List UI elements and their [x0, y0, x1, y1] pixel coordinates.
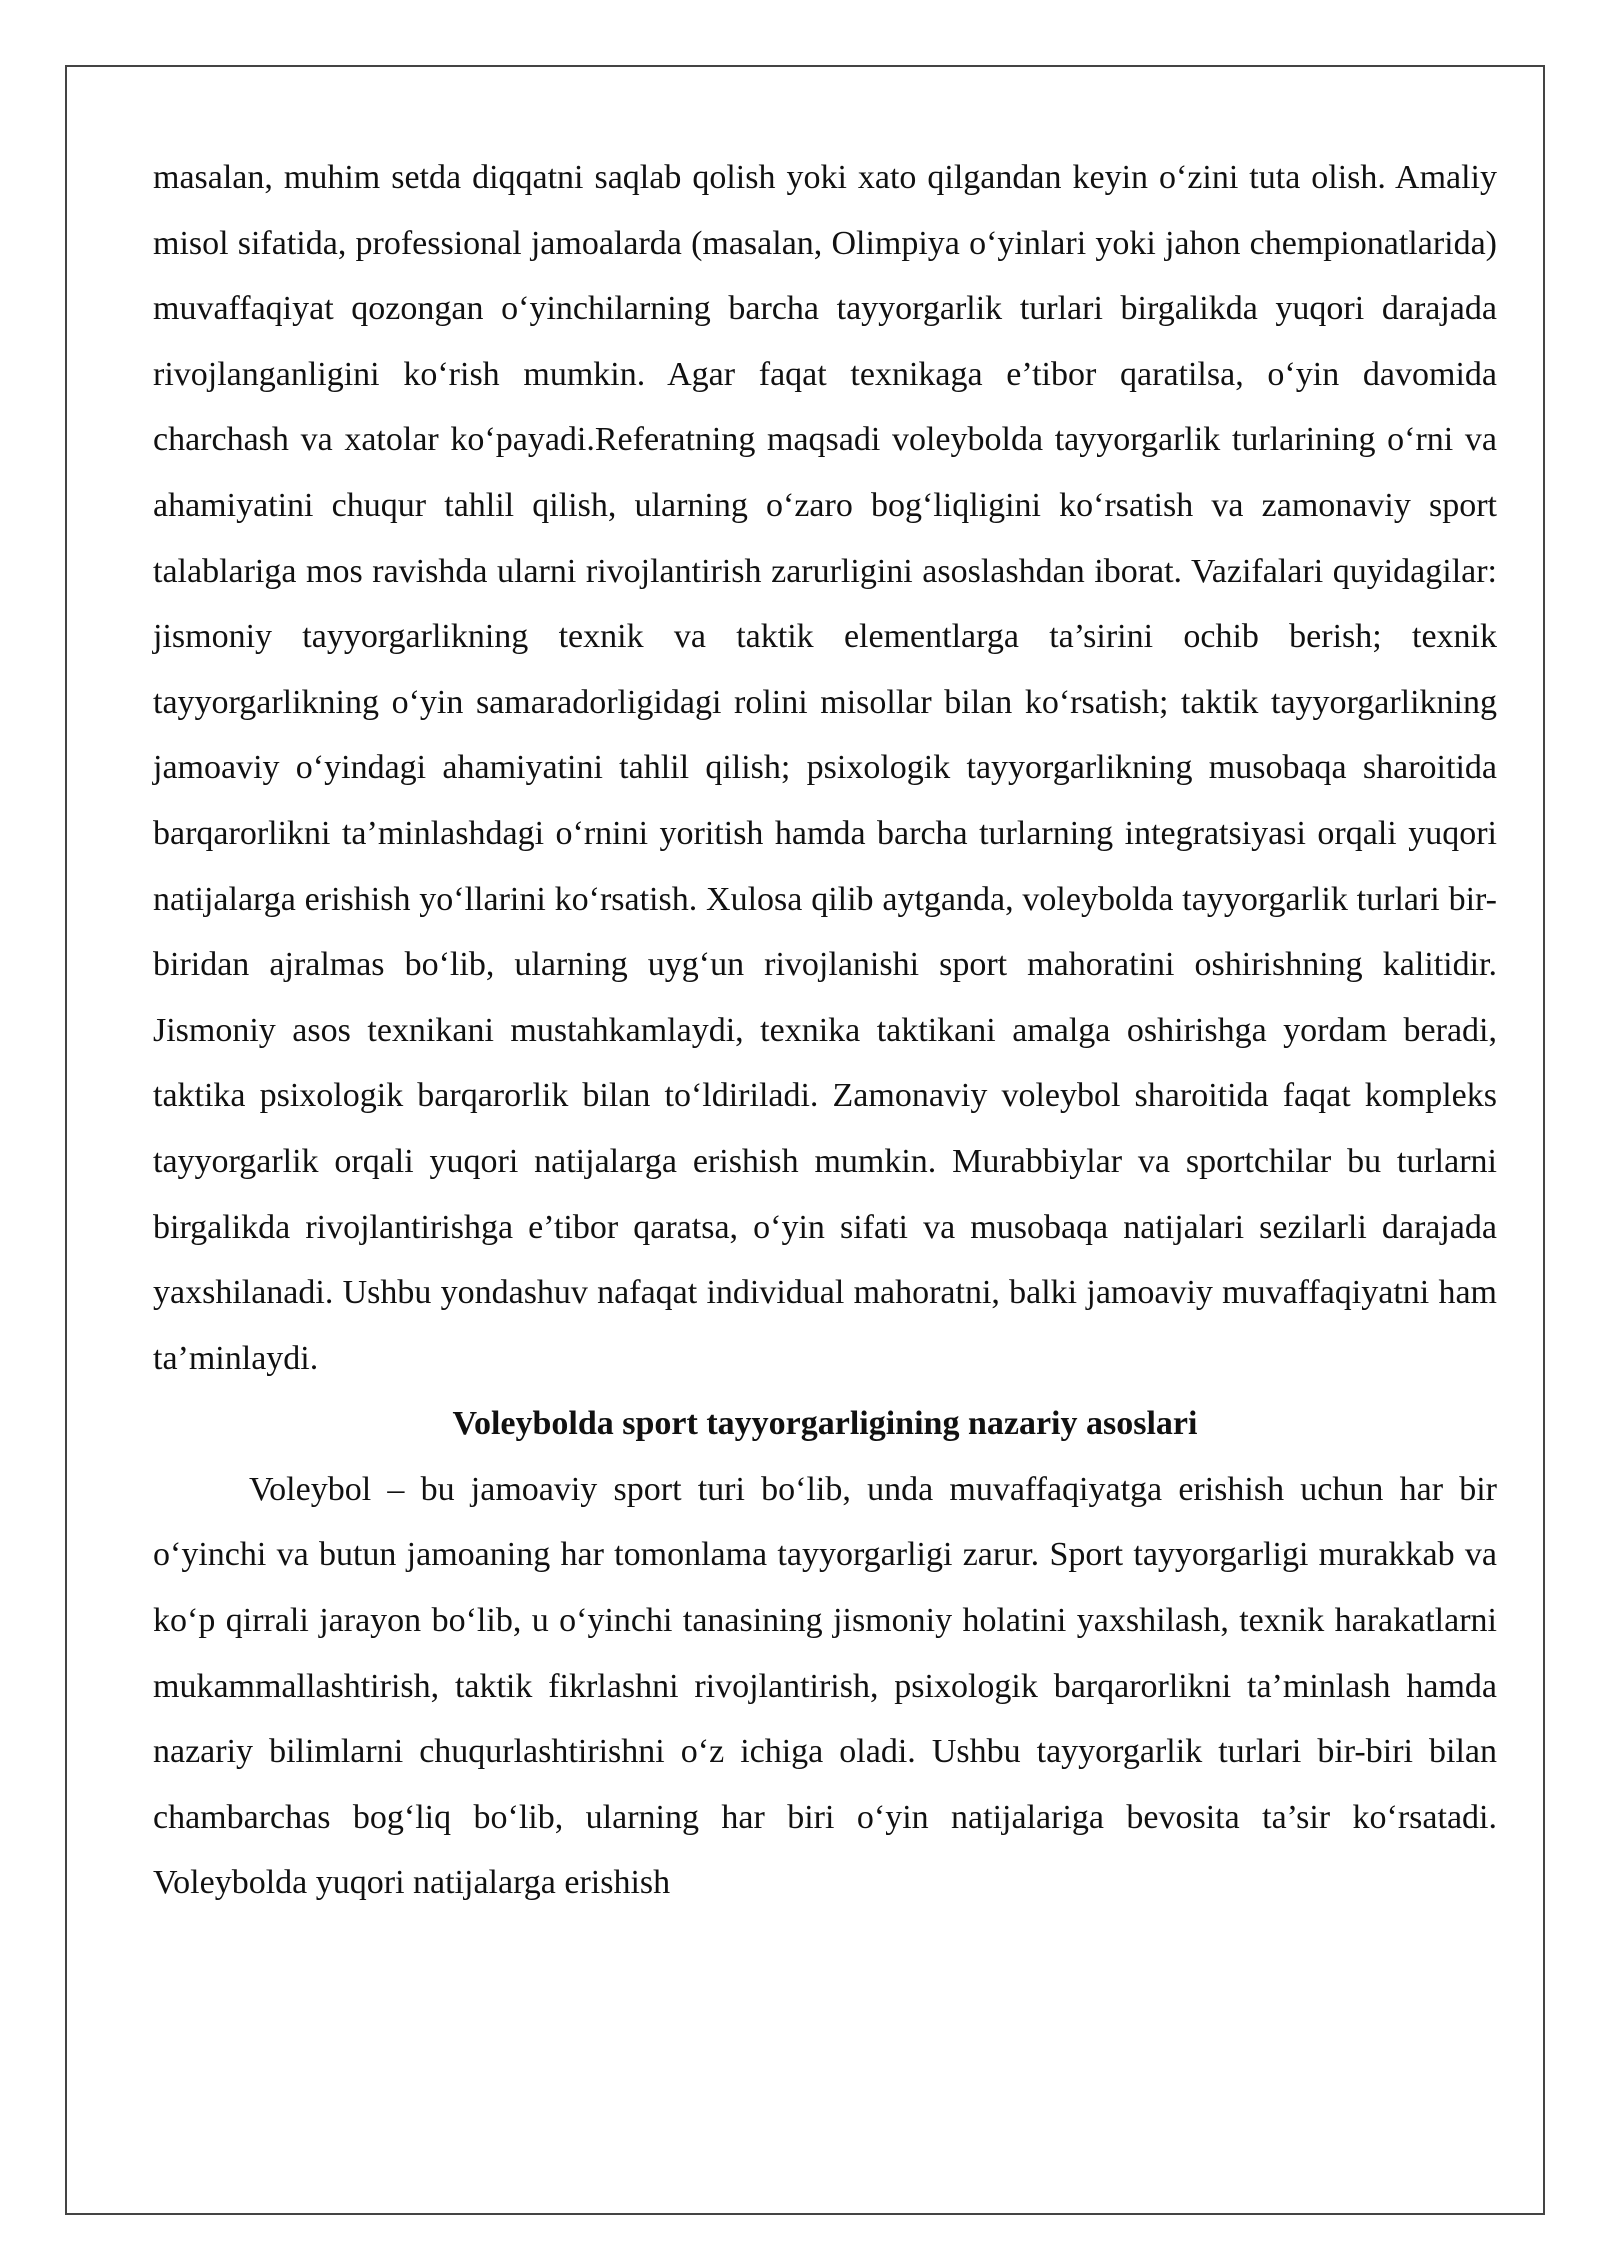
paragraph-continued: masalan, muhim setda diqqatni saqlab qolish yoki xato qilgandan keyin o‘zini tuta olish. Amaliy misol sifatida, professional jamoalarda (masalan, Olimpiya o‘yinlari yoki jahon chempionatlarida) muvaffaqiyat qozongan o‘yinchilarning barcha tayyorgarlik turlari birgalikda yuqori darajada rivojlanganligini ko‘rish mumkin. Agar faqat texnikaga e’tibor qaratilsa, o‘yin davomida charchash va xatolar ko‘payadi.Referatning maqsadi voleybolda tayyorgarlik turlarining o‘rni va ahamiyatini chuqur tahlil qilish, ularning o‘zaro bog‘liqligini ko‘rsatish va zamonaviy sport talablariga mos ravishda ularni rivojlantirish zarurligini asoslashdan iborat. Vazifalari quyidagilar: jismoniy tayyorgarlikning texnik va taktik elementlarga ta’sirini ochib berish; texnik tayyorgarlikning o‘yin samaradorligidagi rolini misollar bilan ko‘rsatish; taktik tayyorgarlikning jamoaviy o‘yindagi ahamiyatini tahlil qilish; psixologik tayyorgarlikning musobaqa sharoitida barqarorlikni ta’minlashdagi o‘rnini yoritish hamda barcha turlarning integratsiyasi orqali yuqori natijalarga erishish yo‘llarini ko‘rsatish. Xulosa qilib aytganda, voleybolda tayyorgarlik turlari bir-biridan ajralmas bo‘lib, ularning uyg‘un rivojlanishi sport mahoratini oshirishning kalitidir. Jismoniy asos texnikani mustahkamlaydi, texnika taktikani amalga oshirishga yordam beradi, taktika psixologik barqarorlik bilan to‘ldiriladi. Zamonaviy voleybol sharoitida faqat kompleks tayyorgarlik orqali yuqori natijalarga erishish mumkin. Murabbiylar va sportchilar bu turlarni birgalikda rivojlantirishga e’tibor qaratsa, o‘yin sifati va musobaqa natijalari sezilarli darajada yaxshilanadi. Ushbu yondashuv nafaqat individual mahoratni, balki jamoaviy muvaffaqiyatni ham ta’minlaydi.	[153, 159, 1497, 1377]
paragraph-new: Voleybol – bu jamoaviy sport turi bo‘lib, unda muvaffaqiyatga erishish uchun har bir o‘yinchi va butun jamoaning har tomonlama tayyorgarligi zarur. Sport tayyorgarligi murakkab va ko‘p qirrali jarayon bo‘lib, u o‘yinchi tanasining jismoniy holatini yaxshilash, texnik harakatlarni mukammallashtirish, taktik fikrlashni rivojlantirish, psixologik barqarorlikni ta’minlash hamda nazariy bilimlarni chuqurlashtirishni o‘z ichiga oladi. Ushbu tayyorgarlik turlari bir-biri bilan chambarchas bog‘liq bo‘lib, ularning har biri o‘yin natijalariga bevosita ta’sir ko‘rsatadi. Voleybolda yuqori natijalarga erishish	[153, 1470, 1497, 1902]
section-heading: Voleybolda sport tayyorgarligining nazariy asoslari	[452, 1405, 1198, 1443]
document-body	[153, 145, 1497, 1916]
